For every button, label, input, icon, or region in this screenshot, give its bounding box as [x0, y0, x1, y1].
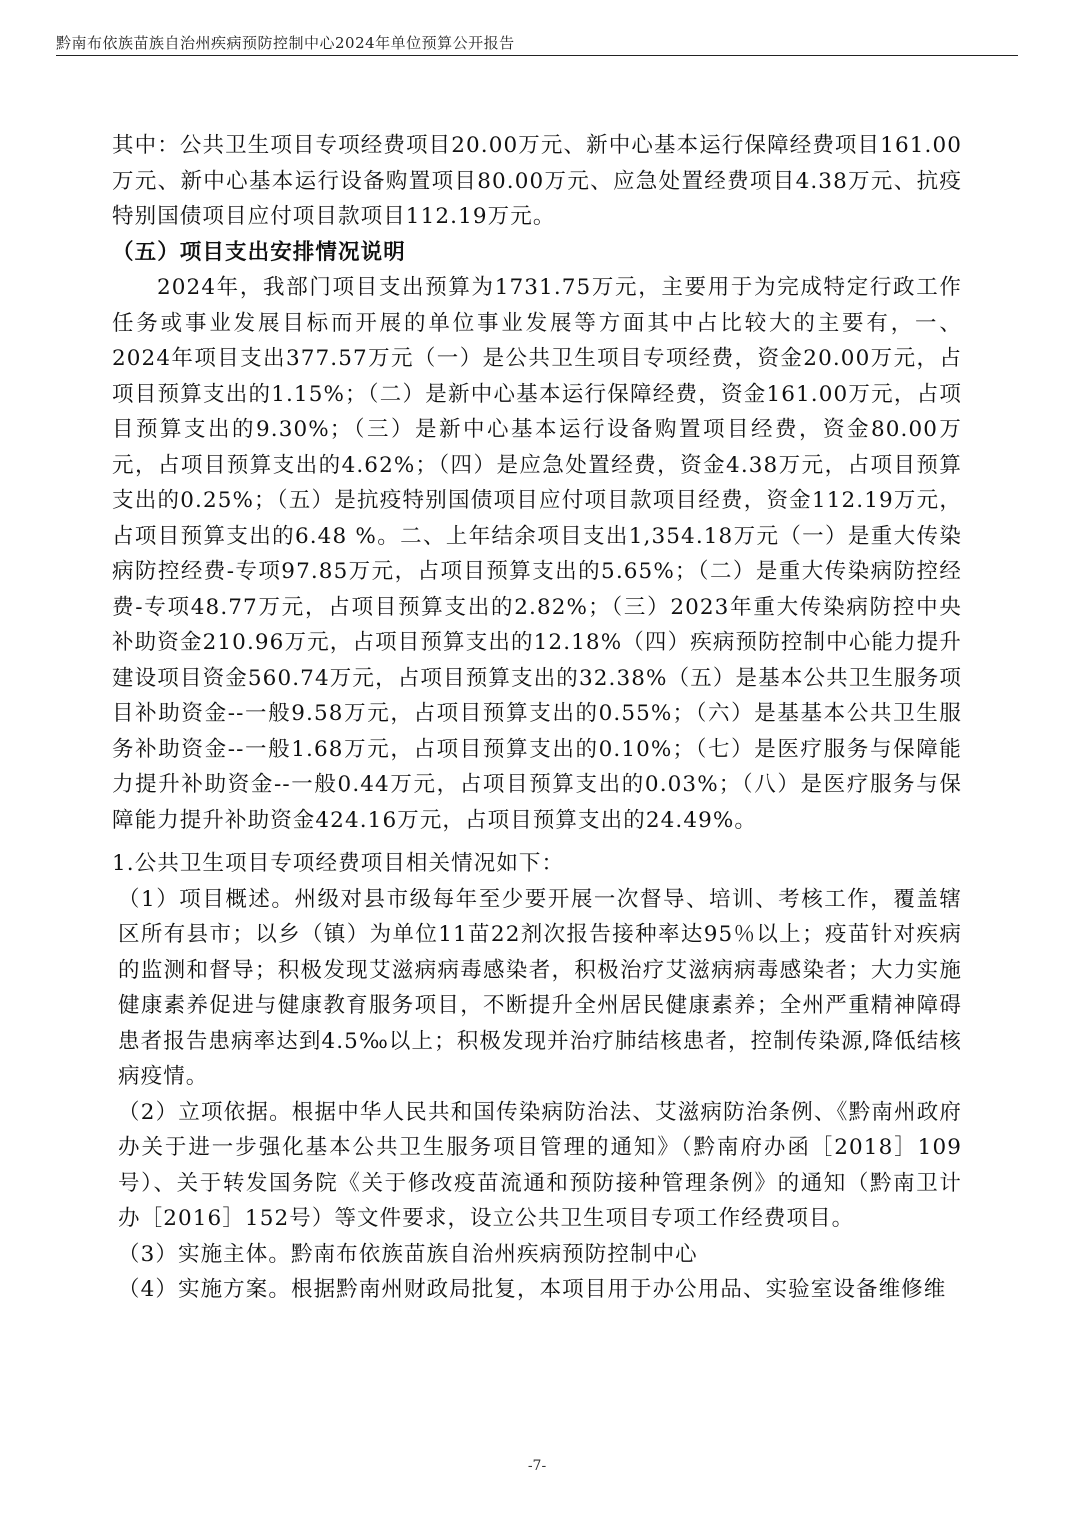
paragraph-project-list: 其中：公共卫生项目专项经费项目20.00万元、新中心基本运行保障经费项目161.00万元、新中心基本运行设备购置项目80.00万元、应急处置经费项目4.38万元、抗疫特别国债项目应付项目款项目112.19万元。 — [112, 133, 962, 229]
page-number: -7- — [527, 1458, 547, 1474]
document-body — [112, 128, 962, 1308]
item-1-overview: （1）项目概述。州级对县市级每年至少要开展一次督导、培训、考核工作，覆盖辖区所有县市；以乡（镇）为单位11苗22剂次报告接种率达95％以上；疫苗针对疾病的监测和督导；积极发现艾滋病病毒感染者，积极治疗艾滋病病毒感染者；大力实施健康素养促进与健康教育服务项目，不断提升全州居民健康素养；全州严重精神障碍患者报告患病率达到4.5‰以上；积极发现并治疗肺结核患者，控制传染源,降低结核病疫情。 — [118, 886, 962, 1089]
item-1-subject: （3）实施主体。黔南布依族苗族自治州疾病预防控制中心 — [118, 1241, 698, 1267]
header-divider — [56, 55, 1018, 56]
paragraph-project-expenditure: 2024年，我部门项目支出预算为1731.75万元，主要用于为完成特定行政工作任务或事业发展目标而开展的单位事业发展等方面其中占比较大的主要有，一、2024年项目支出377.57万元（一）是公共卫生项目专项经费，资金20.00万元，占项目预算支出的1.15%；（二）是新中心基本运行保障经费，资金161.00万元，占项目预算支出的9.30%；（三）是新中心基本运行设备购置项目经费，资金80.00万元，占项目预算支出的4.62%；（四）是应急处置经费，资金4.38万元，占项目预算支出的0.25%；（五）是抗疫特别国债项目应付项目款项目经费，资金112.19万元，占项目预算支出的6.48 %。二、上年结余项目支出1,354.18万元（一）是重大传染病防控经费-专项97.85万元，占项目预算支出的5.65%；（二）是重大传染病防控经费-专项48.77万元，占项目预算支出的2.82%；（三）2023年重大传染病防控中央补助资金210.96万元，占项目预算支出的12.18%（四）疾病预防控制中心能力提升建设项目资金560.74万元，占项目预算支出的32.38%（五）是基本公共卫生服务项目补助资金--一般9.58万元，占项目预算支出的0.55%；（六）是基基本公共卫生服务补助资金--一般1.68万元，占项目预算支出的0.10%；（七）是医疗服务与保障能力提升补助资金--一般0.44万元，占项目预算支出的0.03%；（八）是医疗服务与保障能力提升补助资金424.16万元，占项目预算支出的24.49%。 — [112, 275, 962, 833]
page-header: 黔南布依族苗族自治州疾病预防控制中心2024年单位预算公开报告 — [56, 34, 515, 52]
item-1-plan: （4）实施方案。根据黔南州财政局批复，本项目用于办公用品、实验室设备维修维 — [118, 1277, 947, 1302]
item-1-title: 1.公共卫生项目专项经费项目相关情况如下： — [112, 851, 565, 876]
item-1-basis: （2）立项依据。根据中华人民共和国传染病防治法、艾滋病防治条例、《黔南州政府办关于进一步强化基本公共卫生服务项目管理的通知》（黔南府办函［2018］109号）、关于转发国务院《关于修改疫苗流通和预防接种管理条例》的通知（黔南卫计办［2016］152号）等文件要求，设立公共卫生项目专项工作经费项目。 — [118, 1099, 962, 1231]
section-heading-5: （五）项目支出安排情况说明 — [112, 239, 406, 265]
